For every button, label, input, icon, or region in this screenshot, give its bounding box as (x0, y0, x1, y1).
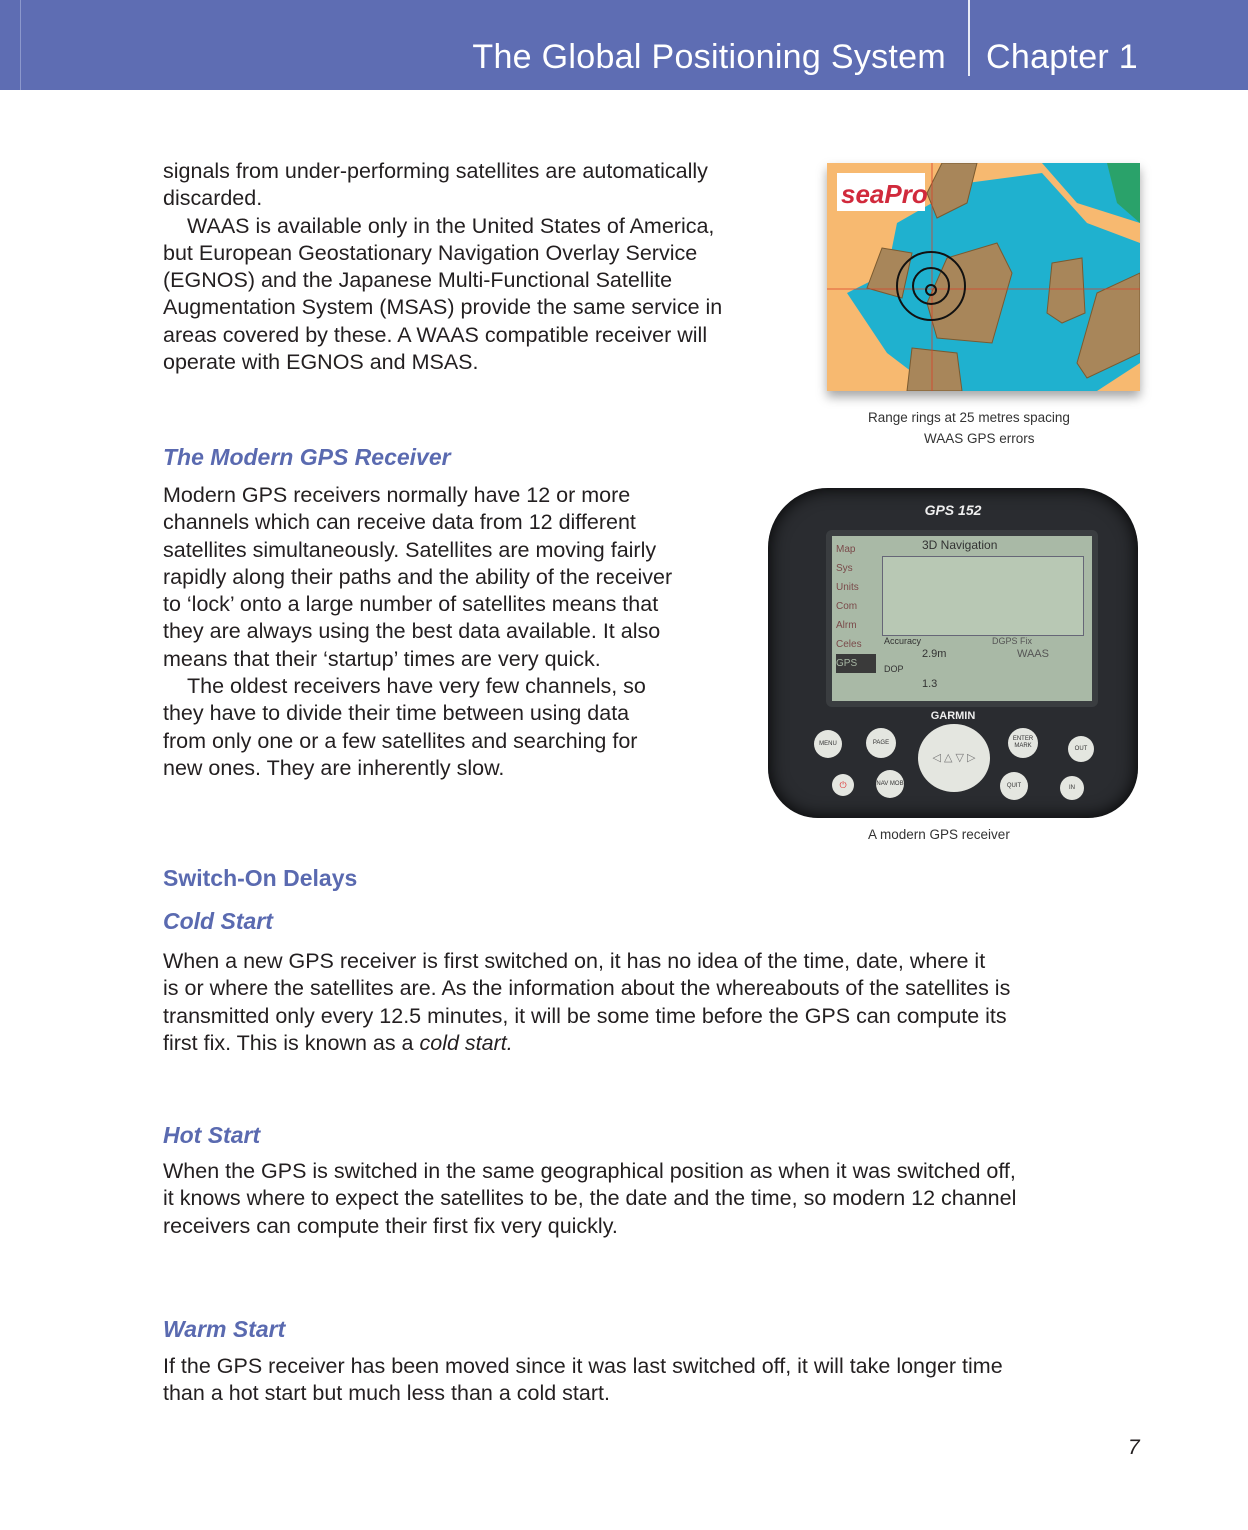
text-line: areas covered by these. A WAAS compatible receiver will (163, 322, 708, 347)
map-caption-1: Range rings at 25 metres spacing (868, 410, 1070, 425)
gps-screen-menu (836, 540, 876, 673)
power-button: ⏻ (832, 774, 854, 796)
header-edge-line (20, 0, 21, 90)
heading-modern-gps-receiver: The Modern GPS Receiver (163, 444, 451, 470)
direction-pad: ◁ △ ▽ ▷ (918, 724, 990, 792)
text-line: transmitted only every 12.5 minutes, it will be some time before the GPS can compute its (163, 1003, 1007, 1028)
menu-item: Sys (836, 563, 853, 574)
accuracy-value: 2.9m (922, 648, 947, 660)
accuracy-label: Accuracy (884, 636, 922, 646)
cold-start-paragraph (163, 948, 1010, 1057)
header-separator (968, 0, 970, 76)
menu-button: MENU (814, 730, 842, 758)
dop-label: DOP (884, 664, 904, 674)
heading-cold-start: Cold Start (163, 908, 273, 934)
map-caption-2: WAAS GPS errors (924, 431, 1035, 446)
text-line: they have to divide their time between using data (163, 701, 630, 726)
waas-map-figure (827, 163, 1140, 391)
text-line: than a hot start but much less than a cold start. (163, 1381, 610, 1406)
menu-item: Celes (836, 639, 862, 650)
text-line: receivers can compute their first fix very quickly. (163, 1213, 618, 1238)
satellite-view (882, 556, 1084, 636)
seapro-logo: seaPro (841, 179, 928, 209)
text-line: discarded. (163, 186, 263, 211)
warm-start-paragraph (163, 1353, 1003, 1408)
text-line: from only one or a few satellites and searching for (163, 728, 638, 753)
enter-mark-button: ENTER MARK (1008, 728, 1038, 758)
gps-screen (826, 530, 1098, 707)
gps-model-label: GPS 152 (924, 502, 982, 518)
text-line: operate with EGNOS and MSAS. (163, 350, 479, 375)
menu-item: Alrm (836, 620, 857, 631)
text-line: channels which can receive data from 12 different (163, 510, 636, 535)
chapter-label: Chapter 1 (986, 38, 1139, 76)
book-title: The Global Positioning System (472, 38, 946, 76)
text-line: is or where the satellites are. As the information about the whereabouts of the satellites is (163, 976, 1011, 1001)
menu-item: Map (836, 544, 856, 555)
cold-start-term: cold start. (419, 1030, 513, 1055)
dop-value: 1.3 (922, 678, 938, 690)
dgps-label: DGPS Fix (992, 636, 1033, 646)
text-line: new ones. They are inherently slow. (163, 755, 505, 780)
gps-caption: A modern GPS receiver (868, 827, 1010, 842)
text-line: When the GPS is switched in the same geographical position as when it was switched off, (163, 1159, 1016, 1183)
text-line: When a new GPS receiver is first switched on, it has no idea of the time, date, where it (163, 949, 986, 973)
dgps-value: WAAS (1017, 648, 1049, 660)
out-button: OUT (1068, 736, 1094, 762)
text-line: first fix. This is known as a (163, 1030, 420, 1055)
garmin-logo: GARMIN (930, 710, 976, 722)
menu-item: Units (836, 582, 859, 593)
text-line: they are always using the best data available. It also (163, 619, 661, 644)
page-button: PAGE (866, 728, 896, 758)
menu-item: Com (836, 601, 858, 612)
menu-item: GPS (836, 654, 876, 673)
text-line: Augmentation System (MSAS) provide the same service in (163, 295, 723, 320)
quit-button: QUIT (1000, 772, 1028, 800)
intro-paragraph (163, 158, 722, 376)
text-line: If the GPS receiver has been moved since it was last switched off, it will take longer time (163, 1354, 1003, 1378)
modern-paragraph (163, 482, 672, 782)
text-line: to ‘lock’ onto a large number of satellites means that (163, 592, 659, 617)
text-line: Modern GPS receivers normally have 12 or more (163, 483, 631, 507)
text-line: signals from under-performing satellites are automatically (163, 159, 708, 183)
page-header (0, 0, 1248, 90)
heading-hot-start: Hot Start (163, 1122, 261, 1148)
page-number: 7 (1128, 1436, 1140, 1459)
text-line: rapidly along their paths and the ability of the receiver (163, 564, 673, 589)
gps-receiver-image (768, 488, 1138, 818)
text-line: (EGNOS) and the Japanese Multi-Functional Satellite (163, 268, 673, 293)
chart-map-image (827, 163, 1140, 391)
nav-mob-button: NAV MOB (876, 770, 904, 798)
text-line: but European Geostationary Navigation Overlay Service (163, 240, 698, 265)
text-line: it knows where to expect the satellites to be, the date and the time, so modern 12 channel (163, 1186, 1017, 1211)
hot-start-paragraph (163, 1158, 1016, 1240)
text-line: means that their ‘startup’ times are very quick. (163, 646, 601, 671)
heading-switch-on-delays: Switch-On Delays (163, 865, 358, 891)
in-button: IN (1060, 776, 1084, 800)
text-line: WAAS is available only in the United States of America, (187, 213, 715, 238)
heading-warm-start: Warm Start (163, 1316, 286, 1342)
text-line: satellites simultaneously. Satellites are moving fairly (163, 537, 657, 562)
text-line: The oldest receivers have very few channels, so (187, 674, 646, 699)
screen-title: 3D Navigation (922, 538, 998, 552)
